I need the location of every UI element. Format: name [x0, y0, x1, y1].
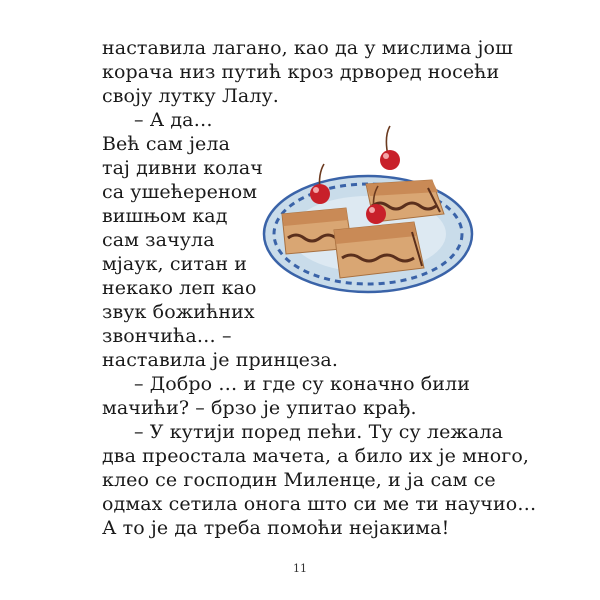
cake-front: [334, 222, 424, 278]
text-line: А то је да треба помоћи нејакима!: [102, 517, 450, 539]
cakes-illustration: [262, 122, 474, 298]
text-line: своју лутку Лалу.: [102, 85, 279, 107]
cherry-icon: [380, 126, 400, 170]
text-line: сам зачула: [102, 229, 215, 251]
text-line: Већ сам јела: [102, 133, 231, 155]
text-line: наставила лагано, као да у мислима још: [102, 37, 513, 59]
text-line: наставила је принцеза.: [102, 349, 338, 371]
text-line: звончића… –: [102, 325, 232, 347]
text-line: одмах сетила онога што си ме ти научио…: [102, 493, 537, 515]
text-line: мачићи? – брзо је упитао крађ.: [102, 397, 417, 419]
text-line: – У кутији поред пећи. Ту су лежала: [134, 421, 504, 443]
text-line: тај дивни колач: [102, 157, 263, 179]
text-line: некако леп као: [102, 277, 257, 299]
text-line: вишњом кад: [102, 205, 228, 227]
text-line: корача низ путић кроз дрворед носећи: [102, 61, 500, 83]
text-line: са ушећереном: [102, 181, 258, 203]
text-line: звук божићних: [102, 301, 255, 323]
text-line: мјаук, ситан и: [102, 253, 248, 275]
text-line: – Добро … и где су коначно били: [134, 373, 470, 395]
page-number: 11: [293, 562, 307, 575]
text-line: – А да…: [134, 109, 213, 131]
text-line: клео се господин Миленце, и ја сам се: [102, 469, 496, 491]
text-line: два преостала мачета, а било их је много,: [102, 445, 530, 467]
